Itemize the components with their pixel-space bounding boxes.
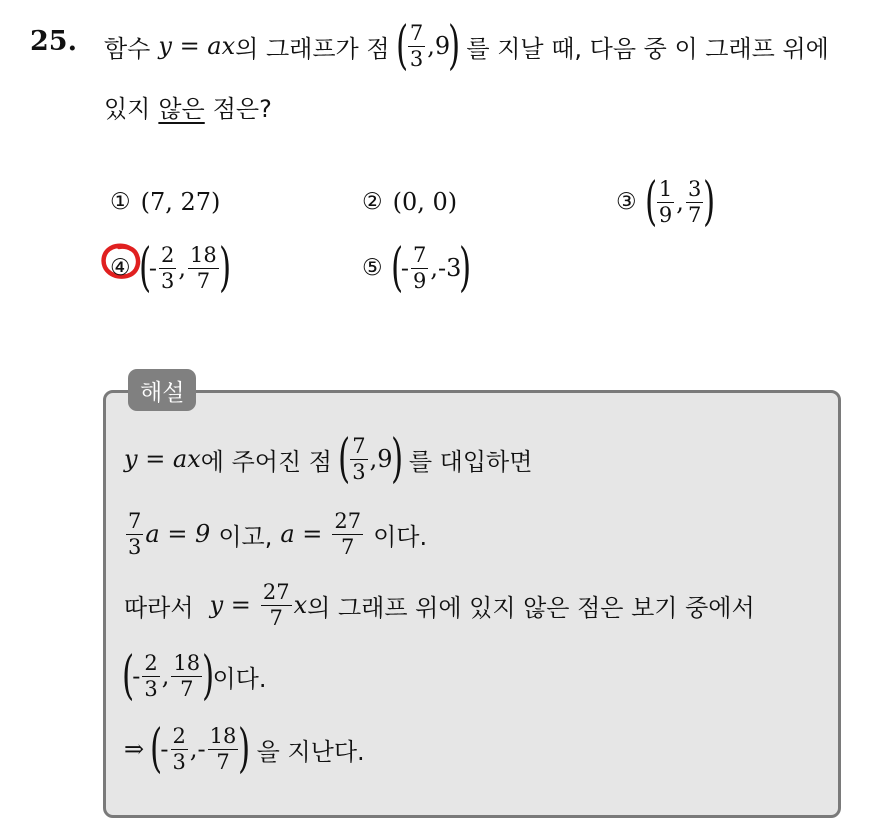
question-text-e: 점은? [212, 94, 272, 123]
choice-5-x: $\frac{7}{9}$ [413, 243, 427, 293]
question-text-a: 함수 [104, 34, 151, 63]
explanation-answer-x: $\frac{2}{3}$ [144, 651, 158, 701]
explanation-coef: $\frac{7}{3}$ [128, 509, 142, 559]
explanation-line-5: ⇒ ( - $\frac{2}{3}$ , - $\frac{18}{7}$ ) 을 지난다. [124, 719, 365, 779]
choice-3-marker: ③ [616, 189, 637, 215]
question-line-2 [104, 86, 272, 126]
question-equation: y = ax [158, 32, 236, 60]
choice-4-x: $\frac{2}{3}$ [161, 243, 175, 293]
question-number: 25. [30, 26, 77, 57]
choice-1[interactable] [110, 182, 220, 222]
explanation-label: 해설 [128, 369, 196, 411]
explanation-line-2: $\frac{7}{3}$ a = 9 이고, a = $\frac{27}{7}$ 이다. [128, 509, 428, 559]
explanation-final-y: $\frac{18}{7}$ [209, 724, 237, 774]
paren-close: ) [448, 16, 461, 76]
choice-4-marker: ④ [110, 255, 131, 281]
choice-5-y: -3 [438, 254, 462, 282]
explanation-a-value: $\frac{27}{7}$ [334, 509, 362, 559]
choice-2-marker: ② [362, 189, 383, 215]
explanation-final-x: $\frac{2}{3}$ [172, 724, 186, 774]
implies-arrow: ⇒ [124, 735, 145, 763]
choice-1-text: (7, 27) [140, 188, 221, 216]
explanation-line-4: ( - $\frac{2}{3}$ , $\frac{18}{7}$ ) 이다. [122, 646, 267, 706]
explanation-point-x: $\frac{7}{3}$ [352, 434, 366, 484]
choice-3-y: $\frac{3}{7}$ [687, 177, 702, 227]
explanation-answer-y: $\frac{18}{7}$ [173, 651, 201, 701]
choice-5[interactable]: ⑤ ( - $\frac{7}{9}$ , -3 ) [362, 238, 472, 298]
explanation-line-3: 따라서 y = $\frac{27}{7}$ x 의 그래프 위에 있지 않은 점은 보기 중에서 [124, 580, 755, 630]
choice-4-y: $\frac{18}{7}$ [190, 243, 217, 293]
question-point-x: $\frac{7}{3}$ [409, 21, 424, 71]
choice-2-text: (0, 0) [392, 188, 458, 216]
question-underlined-word: 않은 [158, 94, 205, 123]
question-text-b: 의 그래프가 점 [235, 34, 390, 63]
question-point-y: 9 [434, 32, 451, 60]
choice-4[interactable]: ④ ( - $\frac{2}{3}$ , $\frac{18}{7}$ ) [110, 238, 232, 298]
question-line-1: 함수 y = ax 의 그래프가 점 ( $\frac{7}{3}$ , 9 ) 를 지날 때, 다음 중 이 그래프 위에 [104, 16, 829, 76]
choice-2[interactable] [362, 182, 457, 222]
choice-5-marker: ⑤ [362, 255, 383, 281]
choice-3[interactable]: ③ ( $\frac{1}{9}$ , $\frac{3}{7}$ ) [616, 172, 716, 232]
choice-1-marker: ① [110, 189, 131, 215]
explanation-slope: $\frac{27}{7}$ [262, 580, 290, 630]
choice-3-x: $\frac{1}{9}$ [658, 177, 673, 227]
explanation-line-1: y = ax 에 주어진 점 ( $\frac{7}{3}$ , 9 ) 를 대입하면 [124, 429, 533, 489]
paren-open: ( [395, 16, 408, 76]
question-text-d: 있지 [104, 94, 151, 123]
question-text-c: 를 지날 때, 다음 중 이 그래프 위에 [466, 34, 829, 63]
